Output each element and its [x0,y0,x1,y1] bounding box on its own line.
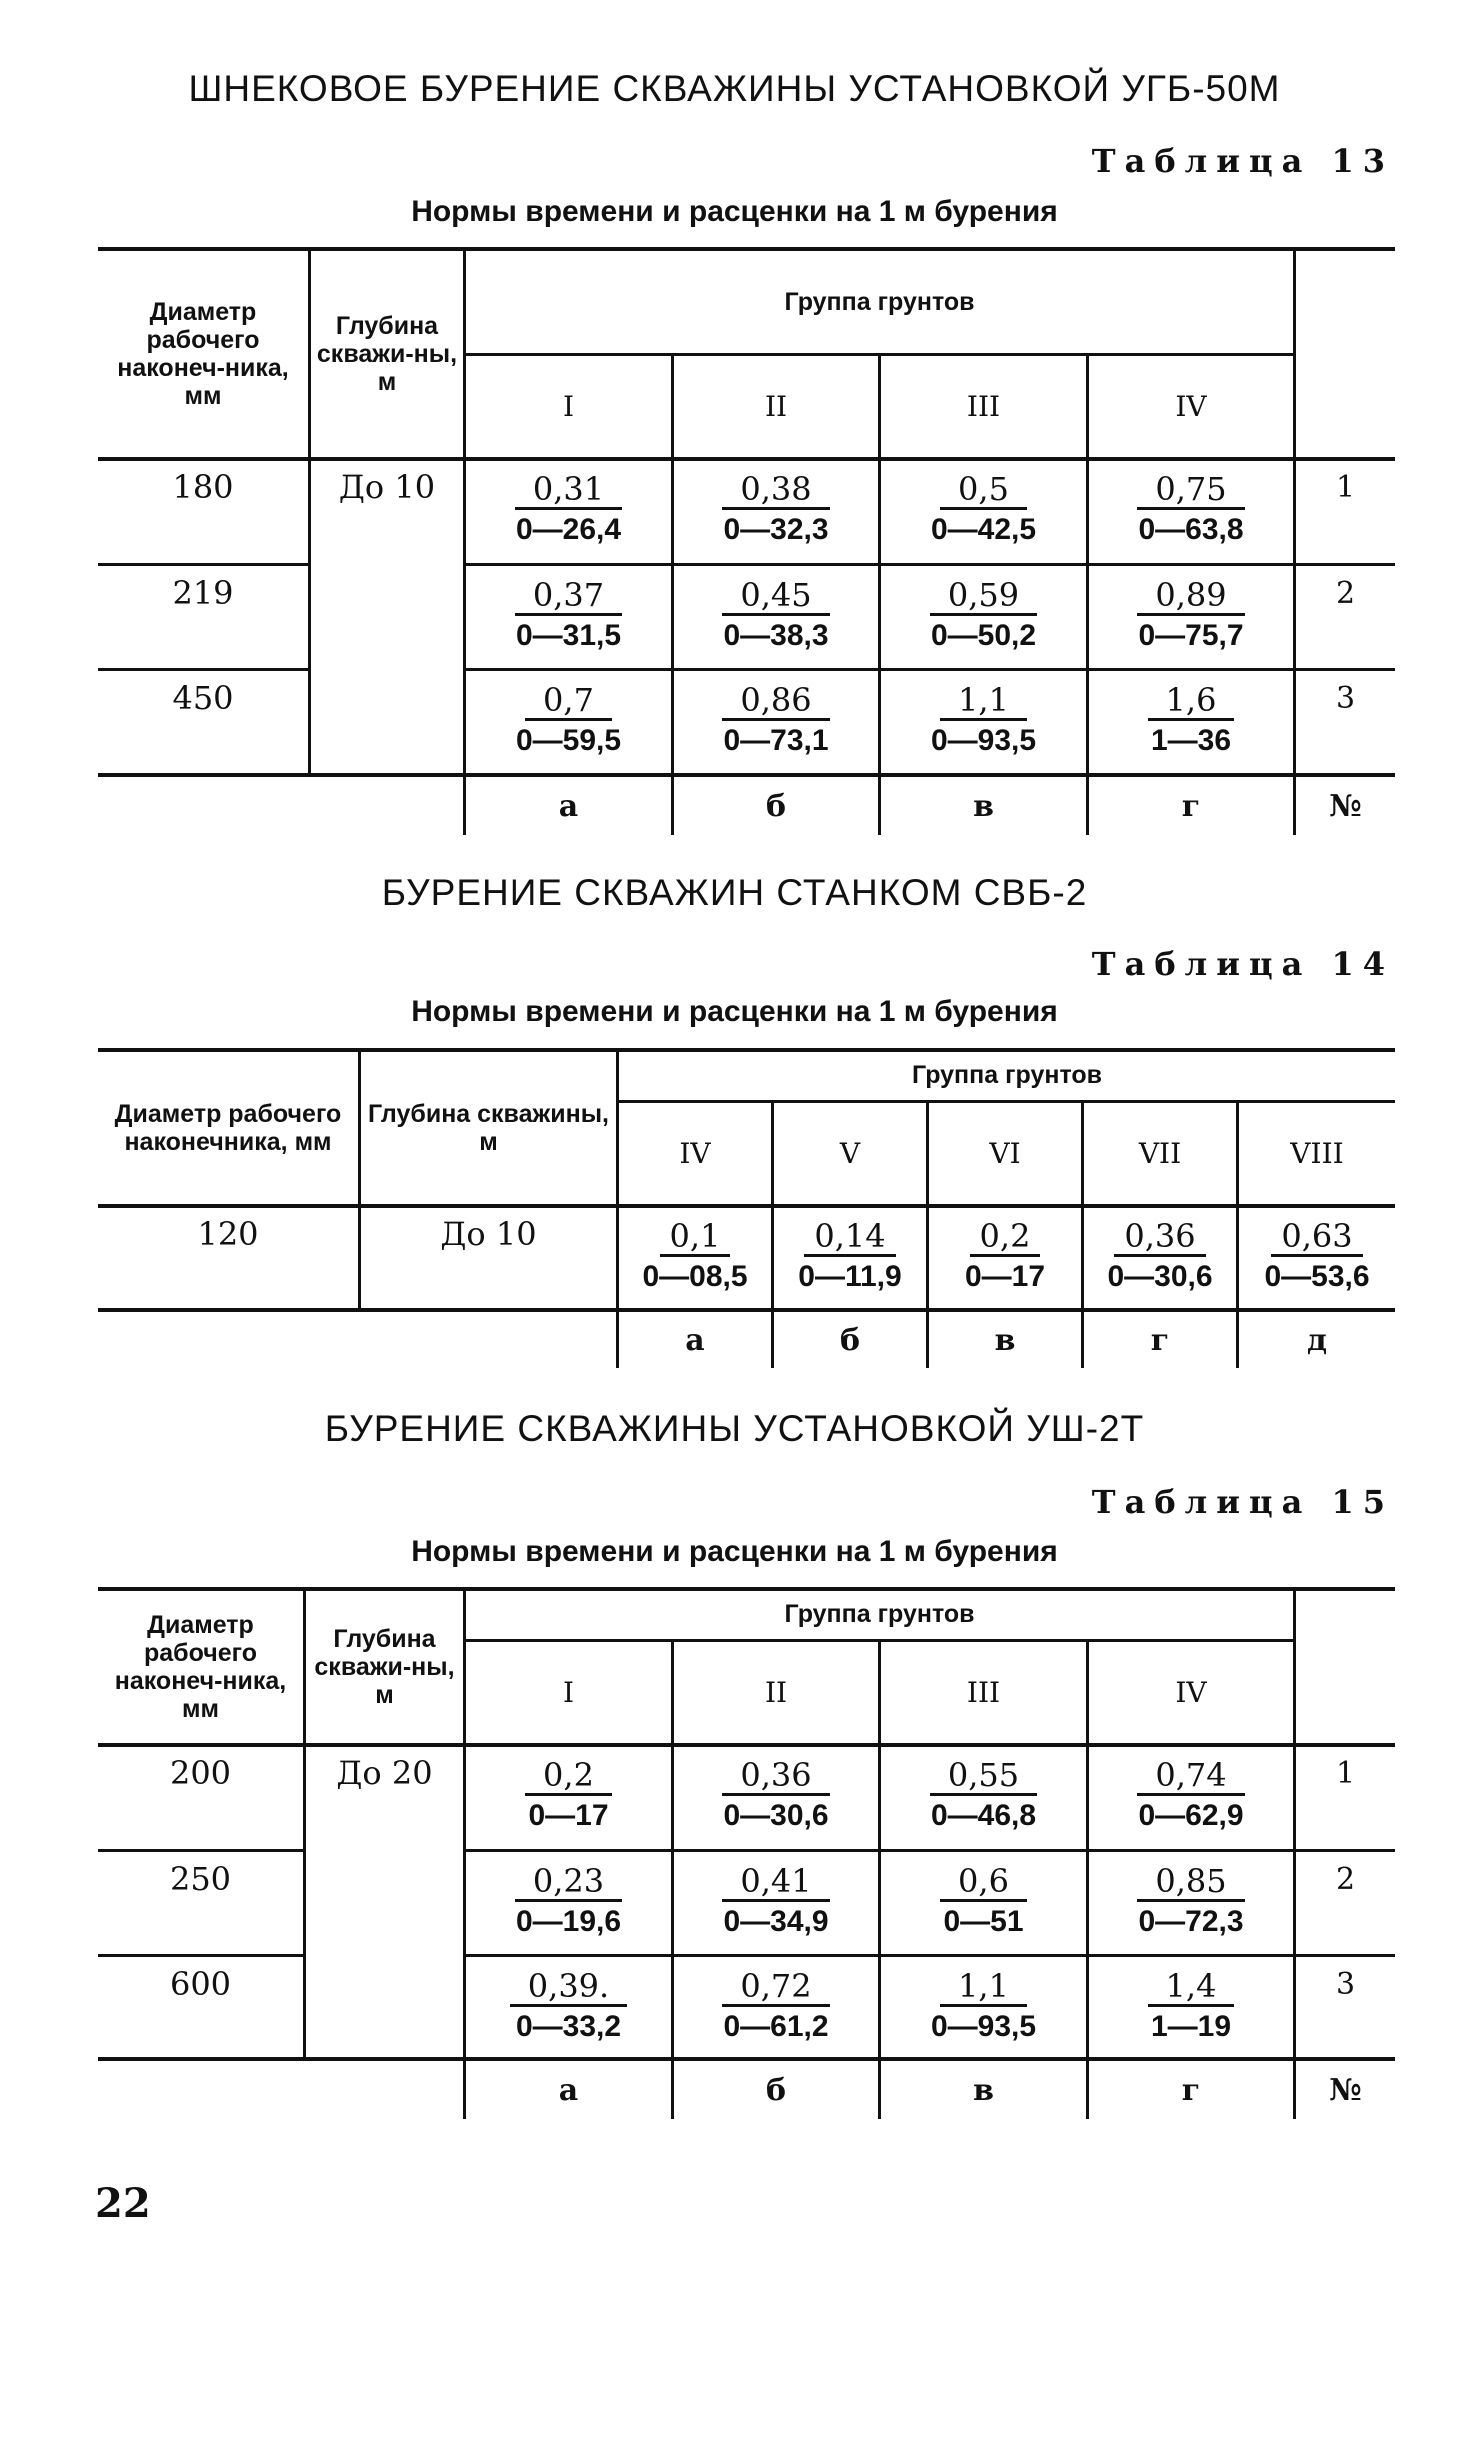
time-norm: 0,74 [1137,1757,1244,1796]
price-rate: 0—30,6 [1107,1260,1213,1293]
table-caption-14: Нормы времени и расценки на 1 м бурения [411,995,1058,1028]
rate-cell [1084,1218,1236,1297]
rate-cell [881,1757,1086,1836]
group-header: II [764,390,788,423]
column-letter: г [1150,1322,1170,1358]
price-rate: 0—32,3 [723,513,829,546]
section-title-svb-2: БУРЕНИЕ СКВАЖИН СТАНКОМ СВБ-2 [381,872,1088,913]
time-norm: 0,86 [722,682,829,721]
time-norm: 0,59 [930,577,1037,616]
group-header: VI [989,1137,1021,1170]
price-rate: 0—46,8 [930,1799,1037,1832]
price-rate: 0—75,7 [1138,619,1244,652]
time-norm: 0,36 [1114,1218,1205,1257]
group-header: III [966,1676,1001,1709]
time-norm: 0,1 [660,1218,731,1257]
page-number: 22 [95,2180,151,2227]
rate-cell [674,1863,878,1942]
rate-cell [674,1757,878,1836]
time-norm: 1,6 [1148,682,1235,721]
rate-cell [1089,577,1293,656]
rate-cell [1089,471,1293,550]
time-norm: 0,5 [940,471,1027,510]
diameter-cell: 219 [172,574,234,612]
price-rate: 0—17 [964,1260,1046,1293]
price-rate: 0—61,2 [723,2010,829,2043]
price-rate: 0—73,1 [723,724,829,757]
time-norm: 0,7 [525,682,612,721]
price-rate: 0—72,3 [1138,1905,1244,1938]
column-letter: а [558,788,579,824]
price-rate: 0—59,5 [515,724,622,757]
group-header: III [966,390,1001,423]
time-norm: 0,55 [930,1757,1037,1796]
time-norm: 0,45 [722,577,829,616]
column-letter: в [973,2072,994,2108]
rate-cell [674,577,878,656]
group-header: IV [1175,1676,1207,1709]
table-15 [98,1587,1395,2173]
price-rate: 0—08,5 [642,1260,748,1293]
price-rate: 0—19,6 [515,1905,622,1938]
table-14 [98,1048,1395,1368]
column-letter: в [973,788,994,824]
section-title-ugb-50m: ШНЕКОВОЕ БУРЕНИЕ СКВАЖИНЫ УСТАНОВКОЙ УГБ-50М [188,68,1281,109]
price-rate: 0—31,5 [515,619,622,652]
price-rate: 0—93,5 [930,2010,1037,2043]
time-norm: 0,14 [804,1218,895,1257]
price-rate: 0—34,9 [723,1905,829,1938]
group-header: V [839,1137,861,1170]
rate-cell [929,1218,1081,1297]
table-label-14: Таблица 14 [1091,945,1394,983]
rate-cell [466,1863,671,1942]
time-norm: 0,23 [515,1863,622,1902]
time-norm: 0,39. [510,1968,627,2007]
table-label-15: Таблица 15 [1091,1483,1394,1521]
time-norm: 0,75 [1137,471,1244,510]
price-rate: 0—53,6 [1264,1260,1370,1293]
group-header: VII [1138,1137,1182,1170]
header-soil-group: Группа грунтов [784,1600,975,1628]
time-norm: 0,36 [722,1757,829,1796]
column-number-label: № [1329,788,1362,824]
price-rate: 0—38,3 [723,619,829,652]
price-rate: 0—50,2 [930,619,1037,652]
time-norm: 0,41 [722,1863,829,1902]
rate-cell [881,682,1086,761]
rate-cell [466,682,671,761]
group-header: I [562,390,575,423]
price-rate: 0—26,4 [515,513,622,546]
rate-cell [1089,1968,1293,2047]
price-rate: 0—33,2 [515,2010,622,2043]
depth-cell: До 10 [338,468,436,506]
diameter-cell: 120 [197,1215,259,1253]
group-header: IV [679,1137,711,1170]
header-diameter: Диаметр рабочего наконечника, мм [114,1100,342,1156]
time-norm: 0,85 [1137,1863,1244,1902]
time-norm: 0,89 [1137,577,1244,616]
header-depth: Глубина скважины, м [368,1100,609,1156]
time-norm: 0,72 [722,1968,829,2007]
group-header: IV [1175,390,1207,423]
diameter-cell: 250 [169,1860,232,1898]
rate-cell [466,1757,671,1836]
row-number: 2 [1335,1861,1356,1897]
column-letter: г [1181,2072,1201,2108]
column-letter: б [765,2072,786,2108]
rate-cell [1089,1757,1293,1836]
group-header: VIII [1290,1137,1344,1170]
time-norm: 1,1 [940,682,1027,721]
header-soil-group: Группа грунтов [911,1061,1103,1089]
time-norm: 0,31 [515,471,622,510]
rate-cell [1089,1863,1293,1942]
price-rate: 0—63,8 [1138,513,1244,546]
header-diameter: Диаметр рабочего наконеч-ника, мм [117,298,289,410]
price-rate: 0—30,6 [723,1799,829,1832]
rate-cell [619,1218,771,1297]
row-number: 1 [1335,469,1356,505]
column-letter: б [765,788,786,824]
time-norm: 0,2 [970,1218,1041,1257]
rate-cell [881,1968,1086,2047]
group-header: II [764,1676,788,1709]
column-letter: а [685,1322,705,1358]
column-letter: в [994,1322,1016,1358]
time-norm: 0,37 [515,577,622,616]
time-norm: 0,6 [940,1863,1027,1902]
rate-cell [466,577,671,656]
depth-cell: До 20 [336,1754,433,1792]
header-soil-group: Группа грунтов [784,288,975,316]
diameter-cell: 200 [169,1754,232,1792]
depth-cell: До 10 [440,1215,537,1253]
price-rate: 0—51 [943,1905,1024,1938]
price-rate: 0—17 [528,1799,609,1832]
table-caption-13: Нормы времени и расценки на 1 м бурения [411,195,1058,228]
column-number-label: № [1329,2072,1362,2108]
rate-cell [1089,682,1293,761]
rate-cell [674,1968,878,2047]
time-norm: 0,38 [722,471,829,510]
column-letter: г [1181,788,1201,824]
time-norm: 0,2 [525,1757,612,1796]
time-norm: 1,4 [1148,1968,1235,2007]
price-rate: 0—93,5 [930,724,1037,757]
price-rate: 0—42,5 [930,513,1037,546]
diameter-cell: 450 [172,679,234,717]
price-rate: 1—36 [1150,724,1232,757]
rate-cell [881,1863,1086,1942]
diameter-cell: 600 [169,1965,232,2003]
header-depth: Глубина скважи-ны, м [314,1625,455,1709]
section-title-ush-2t: БУРЕНИЕ СКВАЖИНЫ УСТАНОВКОЙ УШ-2Т [324,1408,1145,1449]
rate-cell [881,471,1086,550]
header-diameter: Диаметр рабочего наконеч-ника, мм [114,1611,287,1723]
rate-cell [466,471,671,550]
row-number: 2 [1335,575,1356,611]
rate-cell [674,471,878,550]
row-number: 1 [1335,1755,1356,1791]
time-norm: 1,1 [940,1968,1027,2007]
rate-cell [466,1968,671,2047]
row-number: 3 [1335,680,1356,716]
column-letter: д [1307,1322,1327,1358]
price-rate: 1—19 [1150,2010,1232,2043]
group-header: I [562,1676,575,1709]
column-letter: а [558,2072,579,2108]
header-depth: Глубина скважи-ны, м [316,312,458,396]
rate-cell [674,682,878,761]
table-label-13: Таблица 13 [1091,142,1394,180]
time-norm: 0,63 [1271,1218,1362,1257]
table-13 [98,247,1395,835]
price-rate: 0—62,9 [1138,1799,1244,1832]
table-caption-15: Нормы времени и расценки на 1 м бурения [411,1535,1058,1568]
diameter-cell: 180 [172,468,234,506]
row-number: 3 [1335,1966,1356,2002]
price-rate: 0—11,9 [798,1260,902,1293]
rate-cell [1239,1218,1395,1297]
rate-cell [881,577,1086,656]
rate-cell [774,1218,926,1297]
column-letter: б [839,1322,860,1358]
